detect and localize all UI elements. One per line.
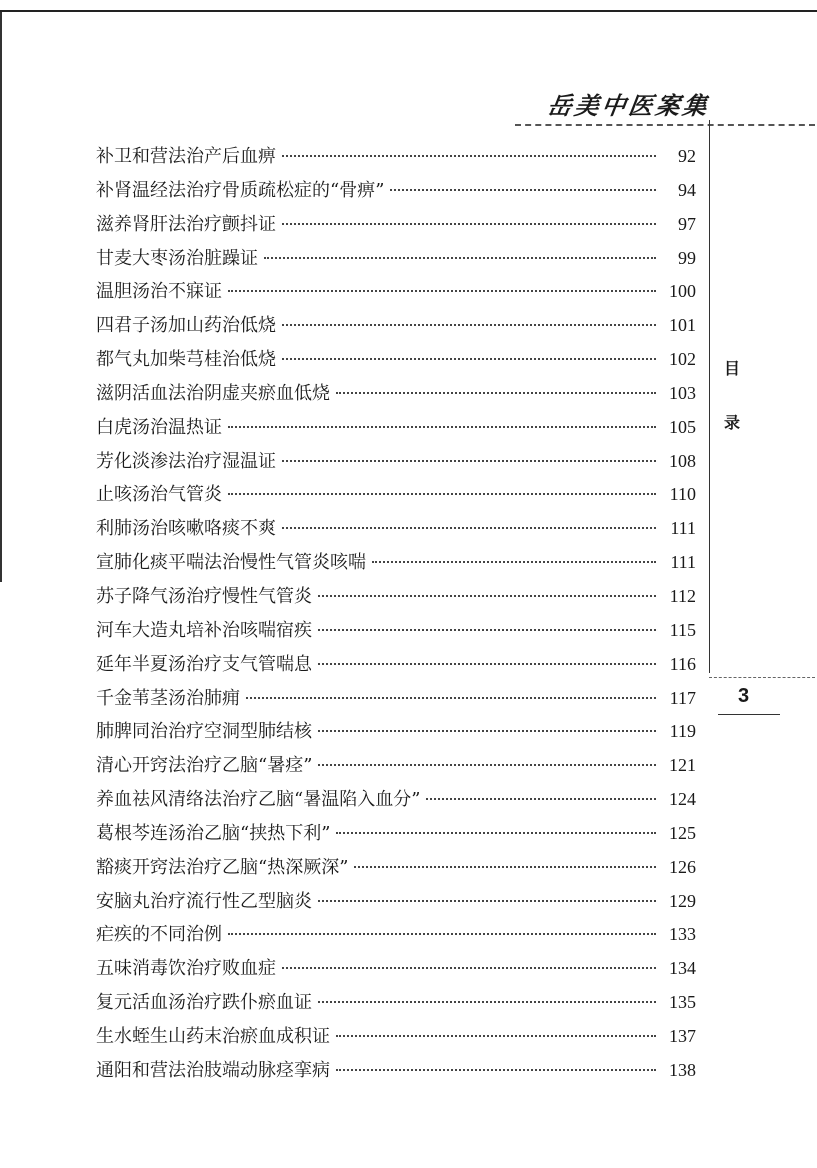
top-rule — [0, 10, 817, 12]
toc-entry-page: 134 — [669, 958, 696, 979]
toc-entry[interactable] — [96, 988, 696, 1022]
toc-entry-title: 芳化淡渗法治疗湿温证 — [96, 450, 276, 472]
dot-leader — [228, 426, 656, 428]
toc-entry-page: 135 — [669, 992, 696, 1013]
dot-leader — [318, 1001, 656, 1003]
dot-leader — [282, 155, 656, 157]
toc-entry-title: 宣肺化痰平喘法治慢性气管炎咳喘 — [96, 552, 366, 574]
toc-entry-title: 河车大造丸培补治咳喘宿疾 — [96, 619, 312, 641]
toc-entry-title: 止咳汤治气管炎 — [96, 484, 222, 506]
toc-entry-page: 100 — [669, 281, 696, 302]
toc-entry-page: 110 — [669, 484, 696, 505]
toc-entry-page: 117 — [669, 687, 696, 708]
toc-entry-title: 养血祛风清络法治疗乙脑“暑温陷入血分” — [96, 789, 421, 811]
dot-leader — [318, 764, 656, 766]
toc-entry[interactable] — [96, 954, 696, 988]
toc-entry-page: 124 — [669, 789, 696, 810]
dot-leader — [282, 460, 656, 462]
dot-leader — [228, 290, 656, 292]
toc-entry[interactable] — [96, 244, 696, 278]
toc-entry[interactable] — [96, 210, 696, 244]
header-dashed-rule — [515, 124, 815, 126]
page-number: 3 — [738, 685, 750, 707]
toc-entry-page: 129 — [669, 890, 696, 911]
toc-entry-page: 105 — [669, 416, 696, 437]
toc-entry[interactable] — [96, 650, 696, 684]
toc-entry-page: 111 — [670, 518, 696, 539]
page-left-edge — [0, 12, 2, 582]
side-tab-bottom-rule — [709, 677, 815, 678]
dot-leader — [282, 358, 656, 360]
toc-entry-title: 苏子降气汤治疗慢性气管炎 — [96, 585, 312, 607]
toc-entry-page: 126 — [669, 856, 696, 877]
dot-leader — [372, 561, 656, 563]
toc-entry[interactable] — [96, 582, 696, 616]
toc-entry[interactable] — [96, 142, 696, 176]
toc-entry[interactable] — [96, 1056, 696, 1090]
dot-leader — [282, 527, 656, 529]
toc-entry[interactable] — [96, 176, 696, 210]
book-title: 岳美中医案集 — [545, 91, 712, 120]
dot-leader — [336, 832, 656, 834]
toc-entry[interactable] — [96, 480, 696, 514]
toc-entry-page: 103 — [669, 382, 696, 403]
toc-entry-title: 利肺汤治咳嗽咯痰不爽 — [96, 518, 276, 540]
dot-leader — [318, 900, 656, 902]
toc-entry[interactable] — [96, 1022, 696, 1056]
toc-entry[interactable] — [96, 887, 696, 921]
toc-entry-page: 121 — [669, 755, 696, 776]
toc-entry-title: 补肾温经法治疗骨质疏松症的“骨痹” — [96, 179, 385, 201]
side-tab-char-lu: 录 — [724, 413, 741, 432]
toc-entry[interactable] — [96, 819, 696, 853]
toc-entry[interactable] — [96, 277, 696, 311]
toc-entry-title: 葛根芩连汤治乙脑“挟热下利” — [96, 822, 331, 844]
toc-entry-page: 102 — [669, 349, 696, 370]
toc-entry-page: 115 — [669, 619, 696, 640]
dot-leader — [426, 798, 656, 800]
toc-entry-page: 94 — [678, 179, 696, 200]
toc-entry-title: 复元活血汤治疗跌仆瘀血证 — [96, 992, 312, 1014]
dot-leader — [228, 493, 656, 495]
toc-entry-title: 甘麦大枣汤治脏躁证 — [96, 247, 258, 269]
toc-entry[interactable] — [96, 751, 696, 785]
toc-entry[interactable] — [96, 345, 696, 379]
toc-entry-page: 101 — [669, 315, 696, 336]
dot-leader — [282, 324, 656, 326]
dot-leader — [390, 189, 656, 191]
dot-leader — [282, 223, 656, 225]
toc-entry-title: 都气丸加柴芎桂治低烧 — [96, 349, 276, 371]
side-tab-char-mu: 目 — [724, 359, 741, 378]
toc-entry-title: 千金苇茎汤治肺痈 — [96, 687, 240, 709]
toc-entry-title: 温胆汤治不寐证 — [96, 281, 222, 303]
toc-entry-title: 五味消毒饮治疗败血症 — [96, 958, 276, 980]
toc-entry[interactable] — [96, 514, 696, 548]
toc-entry-page: 137 — [669, 1025, 696, 1046]
toc-entry-page: 125 — [669, 822, 696, 843]
page-number-rule — [718, 714, 780, 715]
dot-leader — [336, 392, 656, 394]
toc-entry[interactable] — [96, 379, 696, 413]
side-tab-border — [709, 120, 710, 673]
toc-entry[interactable] — [96, 311, 696, 345]
toc-entry[interactable] — [96, 548, 696, 582]
dot-leader — [318, 595, 656, 597]
toc-entry-page: 116 — [669, 653, 696, 674]
dot-leader — [318, 730, 656, 732]
toc-entry-page: 108 — [669, 450, 696, 471]
toc-entry-title: 四君子汤加山药治低烧 — [96, 315, 276, 337]
toc-entry-title: 通阳和营法治肢端动脉痉挛病 — [96, 1059, 330, 1081]
dot-leader — [336, 1069, 656, 1071]
toc-entry-page: 111 — [670, 552, 696, 573]
toc-entry-title: 白虎汤治温热证 — [96, 416, 222, 438]
dot-leader — [318, 629, 656, 631]
toc-entry-title: 延年半夏汤治疗支气管喘息 — [96, 653, 312, 675]
toc-entry-title: 滋阴活血法治阴虚夹瘀血低烧 — [96, 382, 330, 404]
dot-leader — [264, 257, 656, 259]
toc-entry[interactable] — [96, 616, 696, 650]
toc-entry-page: 133 — [669, 924, 696, 945]
toc-entry[interactable] — [96, 853, 696, 887]
toc-entry-title: 滋养肾肝法治疗颤抖证 — [96, 213, 276, 235]
dot-leader — [336, 1035, 656, 1037]
dot-leader — [246, 697, 656, 699]
toc-entry-page: 119 — [669, 721, 696, 742]
toc-entry-page: 112 — [669, 585, 696, 606]
dot-leader — [228, 933, 656, 935]
toc-entry-title: 补卫和营法治产后血痹 — [96, 146, 276, 167]
toc-entry[interactable] — [96, 447, 696, 481]
toc-entry-page: 92 — [678, 146, 696, 166]
toc-entry[interactable] — [96, 413, 696, 447]
toc-entry[interactable] — [96, 920, 696, 954]
toc-entry-title: 清心开窍法治疗乙脑“暑痉” — [96, 755, 313, 777]
toc-entry[interactable] — [96, 785, 696, 819]
dot-leader — [318, 663, 656, 665]
toc-entry-title: 疟疾的不同治例 — [96, 924, 222, 946]
toc-entry-title: 安脑丸治疗流行性乙型脑炎 — [96, 890, 312, 912]
toc-entry-page: 97 — [678, 213, 696, 234]
toc-entry-title: 生水蛭生山药末治瘀血成积证 — [96, 1025, 330, 1047]
toc-entry-page: 138 — [669, 1059, 696, 1080]
toc-entry[interactable] — [96, 684, 696, 718]
toc-entry-title: 肺脾同治治疗空洞型肺结核 — [96, 721, 312, 743]
dot-leader — [354, 866, 656, 868]
table-of-contents — [96, 142, 696, 1090]
toc-entry[interactable] — [96, 717, 696, 751]
toc-entry-page: 99 — [678, 247, 696, 268]
toc-entry-title: 豁痰开窍法治疗乙脑“热深厥深” — [96, 856, 349, 878]
dot-leader — [282, 967, 656, 969]
